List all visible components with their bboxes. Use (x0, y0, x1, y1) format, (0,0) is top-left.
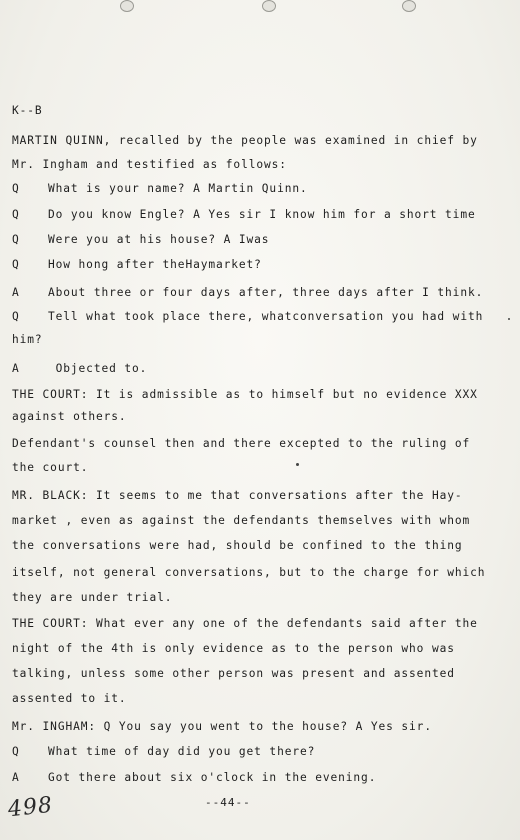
qa-text: How hong after theHaymarket? (48, 258, 262, 271)
qa-line (12, 258, 262, 272)
text-line: market , even as against the defendants themselves with whom (12, 514, 471, 527)
handwritten-page-number: 498 (6, 792, 55, 823)
qa-line (12, 233, 269, 247)
punch-hole (262, 0, 276, 12)
qa-line (12, 362, 147, 376)
page-number: --44-- (205, 796, 251, 809)
qa-line (12, 310, 483, 324)
text-line: the conversations were had, should be confined to the thing (12, 539, 463, 552)
text-line: Mr. INGHAM: Q You say you went to the house? A Yes sir. (12, 720, 432, 733)
text-line: assented to it. (12, 692, 127, 705)
text-line: the court. (12, 461, 89, 474)
section-label: K--B (12, 104, 43, 117)
text-line: Defendant's counsel then and there excepted to the ruling of (12, 437, 471, 450)
ink-speck (508, 318, 510, 320)
text-line: MARTIN QUINN, recalled by the people was examined in chief by (12, 134, 478, 147)
qa-text: Do you know Engle? A Yes sir I know him for a short time (48, 208, 476, 221)
qa-label: Q (12, 745, 20, 758)
qa-label: Q (12, 182, 20, 195)
punch-hole (402, 0, 416, 12)
text-line: itself, not general conversations, but to the charge for which (12, 566, 486, 579)
qa-text: What is your name? A Martin Quinn. (48, 182, 308, 195)
qa-label: A (12, 362, 20, 375)
qa-label: Q (12, 208, 20, 221)
qa-text: What time of day did you get there? (48, 745, 316, 758)
qa-text: Objected to. (48, 362, 148, 375)
text-line: night of the 4th is only evidence as to the person who was (12, 642, 455, 655)
text-line: they are under trial. (12, 591, 173, 604)
qa-label: A (12, 286, 20, 299)
ink-speck (296, 463, 299, 466)
qa-text: About three or four days after, three days after I think. (48, 286, 484, 299)
text-line: talking, unless some other person was present and assented (12, 667, 455, 680)
text-line: against others. (12, 410, 127, 423)
qa-label: Q (12, 233, 20, 246)
text-line: THE COURT: It is admissible as to himself but no evidence XXX (12, 388, 478, 401)
qa-text: Were you at his house? A Iwas (48, 233, 270, 246)
qa-line (12, 286, 483, 300)
text-line: MR. BLACK: It seems to me that conversations after the Hay- (12, 489, 463, 502)
text-line: THE COURT: What ever any one of the defendants said after the (12, 617, 478, 630)
text-line: him? (12, 333, 43, 346)
qa-label: Q (12, 258, 20, 271)
qa-text: Tell what took place there, whatconversation you had with (48, 310, 484, 323)
qa-line (12, 182, 308, 196)
qa-label: Q (12, 310, 20, 323)
qa-line (12, 208, 476, 222)
qa-text: Got there about six o'clock in the evening. (48, 771, 377, 784)
qa-line (12, 745, 315, 759)
punch-hole (120, 0, 134, 12)
qa-line (12, 771, 376, 785)
qa-label: A (12, 771, 20, 784)
text-line: Mr. Ingham and testified as follows: (12, 158, 287, 171)
